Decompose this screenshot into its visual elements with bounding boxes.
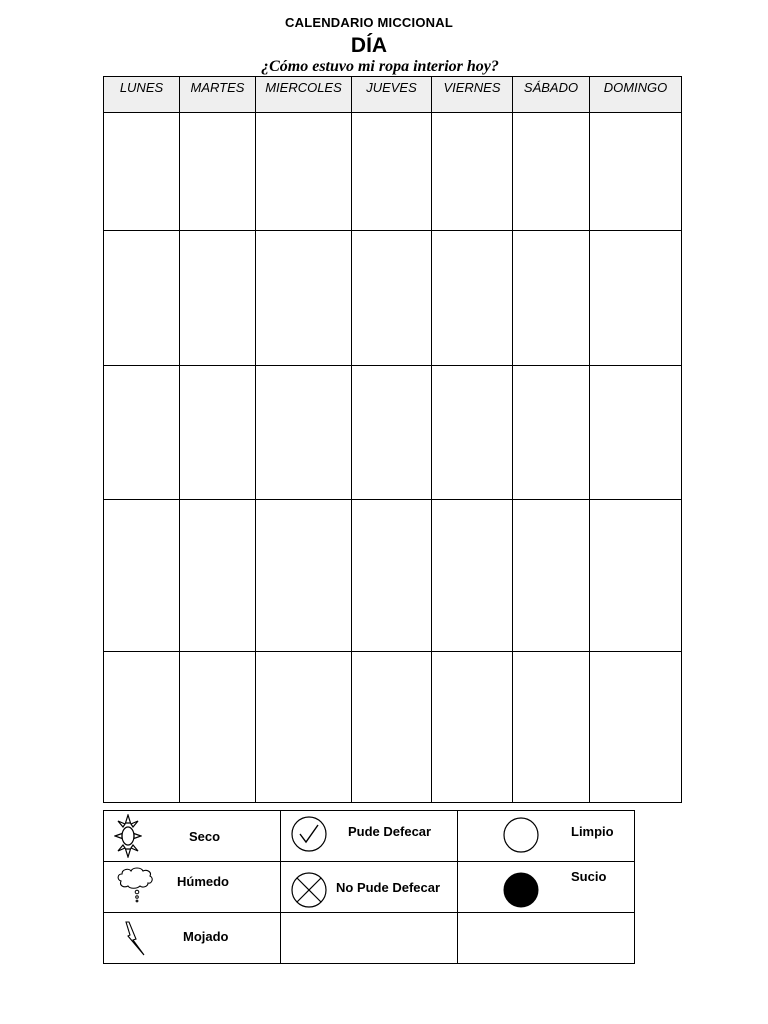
legend-cell-empty xyxy=(458,913,635,964)
day-cell[interactable] xyxy=(590,366,682,500)
legend-label-pude-defecar: Pude Defecar xyxy=(348,824,432,839)
day-cell[interactable] xyxy=(256,366,352,500)
cloud-icon xyxy=(115,866,155,906)
legend-cell-seco xyxy=(104,811,281,862)
legend-label-seco: Seco xyxy=(189,829,221,844)
day-cell[interactable] xyxy=(352,652,432,803)
legend-cell-mojado xyxy=(104,913,281,964)
day-cell[interactable] xyxy=(432,231,513,366)
day-cell[interactable] xyxy=(256,231,352,366)
legend-label-humedo: Húmedo xyxy=(177,874,229,889)
day-cell[interactable] xyxy=(180,113,256,231)
legend-cell-empty xyxy=(281,913,458,964)
legend-cell-limpio xyxy=(458,811,635,862)
day-cell[interactable] xyxy=(180,366,256,500)
day-header-miercoles: MIERCOLES xyxy=(256,77,352,113)
day-cell[interactable] xyxy=(590,500,682,652)
day-cell[interactable] xyxy=(256,113,352,231)
day-cell[interactable] xyxy=(352,500,432,652)
day-cell[interactable] xyxy=(590,113,682,231)
day-header-lunes: LUNES xyxy=(104,77,180,113)
day-cell[interactable] xyxy=(352,366,432,500)
day-header-domingo: DOMINGO xyxy=(590,77,682,113)
day-cell[interactable] xyxy=(432,500,513,652)
day-cell[interactable] xyxy=(432,366,513,500)
day-cell[interactable] xyxy=(513,652,590,803)
day-cell[interactable] xyxy=(513,366,590,500)
day-cell[interactable] xyxy=(256,652,352,803)
legend-cell-humedo xyxy=(104,862,281,913)
calendar-header-row xyxy=(104,77,682,113)
sun-icon xyxy=(114,814,142,858)
day-cell[interactable] xyxy=(513,113,590,231)
day-cell[interactable] xyxy=(352,113,432,231)
week-row xyxy=(104,366,682,500)
document-question: ¿Cómo estuvo mi ropa interior hoy? xyxy=(261,58,499,75)
day-header-jueves: JUEVES xyxy=(352,77,432,113)
week-row xyxy=(104,113,682,231)
calendar-table xyxy=(103,76,682,803)
document-subtitle: DÍA xyxy=(350,34,388,57)
day-cell[interactable] xyxy=(180,652,256,803)
legend-table xyxy=(103,810,635,964)
day-cell[interactable] xyxy=(180,231,256,366)
lightning-icon xyxy=(120,921,148,957)
check-circle-icon xyxy=(290,815,328,853)
day-cell[interactable] xyxy=(432,113,513,231)
day-cell[interactable] xyxy=(513,231,590,366)
legend-cell-pude-defecar xyxy=(281,811,458,862)
legend-label-sucio: Sucio xyxy=(571,869,607,884)
week-row xyxy=(104,231,682,366)
day-cell[interactable] xyxy=(590,652,682,803)
legend-label-no-pude-defecar: No Pude Defecar xyxy=(336,880,441,895)
day-cell[interactable] xyxy=(104,652,180,803)
legend-cell-no-pude-defecar xyxy=(281,862,458,913)
day-cell[interactable] xyxy=(513,500,590,652)
day-cell[interactable] xyxy=(104,500,180,652)
day-cell[interactable] xyxy=(352,231,432,366)
week-row xyxy=(104,652,682,803)
document-title: CALENDARIO MICCIONAL xyxy=(285,15,453,30)
legend-label-limpio: Limpio xyxy=(571,824,614,839)
day-cell[interactable] xyxy=(180,500,256,652)
x-circle-icon xyxy=(290,871,328,909)
legend-cell-sucio xyxy=(458,862,635,913)
day-cell[interactable] xyxy=(104,113,180,231)
week-row xyxy=(104,500,682,652)
filled-circle-icon xyxy=(502,871,540,909)
day-cell[interactable] xyxy=(432,652,513,803)
day-header-martes: MARTES xyxy=(180,77,256,113)
day-cell[interactable] xyxy=(104,231,180,366)
day-cell[interactable] xyxy=(590,231,682,366)
day-cell[interactable] xyxy=(256,500,352,652)
day-cell[interactable] xyxy=(104,366,180,500)
empty-circle-icon xyxy=(502,816,540,854)
day-header-viernes: VIERNES xyxy=(432,77,513,113)
day-header-sabado: SÁBADO xyxy=(513,77,590,113)
legend-label-mojado: Mojado xyxy=(183,929,229,944)
